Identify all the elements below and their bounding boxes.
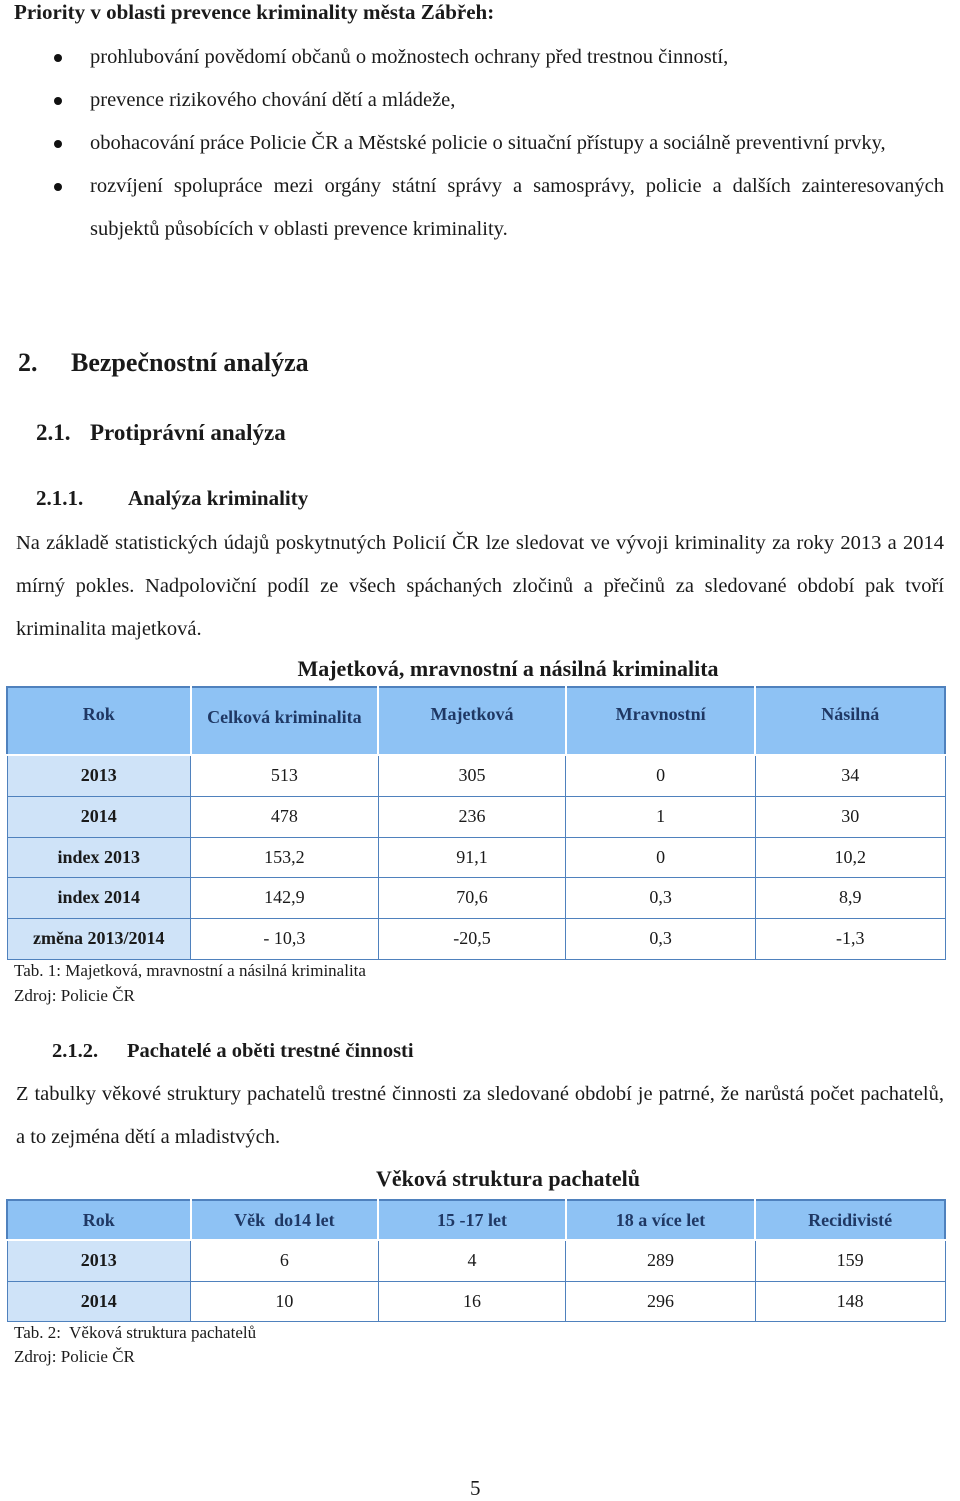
offenders-paragraph: Z tabulky věkové struktury pachatelů trestné činnosti za sledované období je patrné, že narůstá počet pachatelů, a to zejména dětí a mladistvých. bbox=[16, 1083, 944, 1148]
table-cell: 30 bbox=[755, 796, 945, 837]
row-header: 2014 bbox=[7, 1281, 191, 1321]
table1-source: Zdroj: Policie ČR bbox=[14, 986, 135, 1005]
table-cell: 305 bbox=[378, 755, 566, 796]
table-cell: 159 bbox=[755, 1240, 945, 1281]
table1-title: Majetková, mravnostní a násilná kriminalita bbox=[297, 656, 719, 681]
crime-table bbox=[6, 686, 946, 960]
section-title: Protiprávní analýza bbox=[90, 420, 286, 445]
section-number: 2. bbox=[18, 348, 38, 377]
table-header-row bbox=[7, 687, 945, 755]
column-header: 18 a více let bbox=[566, 1200, 756, 1240]
page-number: 5 bbox=[470, 1476, 481, 1500]
section-number: 2.1. bbox=[36, 420, 71, 445]
table2-title: Věková struktura pachatelů bbox=[375, 1166, 640, 1191]
priorities-heading: Priority v oblasti prevence kriminality města Zábřeh: bbox=[14, 0, 495, 24]
row-header: změna 2013/2014 bbox=[7, 918, 191, 959]
table-cell: 0 bbox=[566, 837, 756, 877]
list-item bbox=[0, 165, 960, 251]
column-header: Mravnostní bbox=[566, 687, 756, 755]
row-header: 2013 bbox=[7, 1240, 191, 1281]
list-item-text: rozvíjení spolupráce mezi orgány státní správy a samosprávy, policie a dalších zainteresovaných subjektů působících v oblasti prevence kriminality. bbox=[90, 175, 944, 240]
table-cell: 478 bbox=[191, 796, 379, 837]
list-item-text: prohlubování povědomí občanů o možnostech ochrany před trestnou činností, bbox=[90, 46, 729, 68]
table2-source: Zdroj: Policie ČR bbox=[14, 1347, 135, 1366]
column-header: Majetková bbox=[378, 687, 566, 755]
table-cell: -20,5 bbox=[378, 918, 566, 959]
row-header: 2014 bbox=[7, 796, 191, 837]
table-cell: 4 bbox=[378, 1240, 566, 1281]
table-row bbox=[7, 755, 945, 796]
table-cell: 142,9 bbox=[191, 877, 379, 918]
table-cell: 70,6 bbox=[378, 877, 566, 918]
table-cell: 34 bbox=[755, 755, 945, 796]
column-header: Rok bbox=[7, 1200, 191, 1240]
list-item-text: prevence rizikového chování dětí a mládeže, bbox=[90, 89, 456, 111]
table-cell: -1,3 bbox=[755, 918, 945, 959]
section-title: Bezpečnostní analýza bbox=[71, 348, 309, 377]
table-row bbox=[7, 837, 945, 877]
table-cell: 153,2 bbox=[191, 837, 379, 877]
priorities-list bbox=[0, 36, 960, 251]
row-header: 2013 bbox=[7, 755, 191, 796]
table-cell: 1 bbox=[566, 796, 756, 837]
section-heading-2-1-1 bbox=[36, 486, 308, 511]
offenders-table bbox=[6, 1199, 946, 1322]
table-cell: 236 bbox=[378, 796, 566, 837]
column-header: Rok bbox=[7, 687, 191, 755]
row-header: index 2013 bbox=[7, 837, 191, 877]
column-header: Věk do14 let bbox=[191, 1200, 379, 1240]
table-row bbox=[7, 1240, 945, 1281]
section-number: 2.1.2. bbox=[52, 1040, 99, 1062]
table-row bbox=[7, 877, 945, 918]
table-cell: 0 bbox=[566, 755, 756, 796]
section-heading-2 bbox=[18, 348, 309, 378]
table-row bbox=[7, 1281, 945, 1321]
bullet-icon bbox=[54, 54, 62, 62]
bullet-icon bbox=[54, 140, 62, 148]
list-item bbox=[0, 36, 960, 79]
column-header: Recidivisté bbox=[755, 1200, 945, 1240]
column-header: 15 -17 let bbox=[378, 1200, 566, 1240]
table-cell: 148 bbox=[755, 1281, 945, 1321]
section-title: Pachatelé a oběti trestné činnosti bbox=[127, 1040, 414, 1062]
table2-caption: Tab. 2: Věková struktura pachatelů bbox=[14, 1323, 257, 1342]
table-cell: 513 bbox=[191, 755, 379, 796]
section-number: 2.1.1. bbox=[36, 486, 84, 510]
table-row bbox=[7, 796, 945, 837]
table-cell: 8,9 bbox=[755, 877, 945, 918]
table-cell: 10,2 bbox=[755, 837, 945, 877]
table-cell: 0,3 bbox=[566, 918, 756, 959]
table-cell: - 10,3 bbox=[191, 918, 379, 959]
section-title: Analýza kriminality bbox=[128, 486, 309, 510]
table-cell: 6 bbox=[191, 1240, 379, 1281]
row-header: index 2014 bbox=[7, 877, 191, 918]
table-cell: 91,1 bbox=[378, 837, 566, 877]
column-header: Celková kriminalita bbox=[191, 687, 379, 755]
column-header: Násilná bbox=[755, 687, 945, 755]
table-cell: 289 bbox=[566, 1240, 756, 1281]
section-heading-2-1-2 bbox=[52, 1040, 414, 1063]
list-item bbox=[0, 122, 960, 165]
table1-caption: Tab. 1: Majetková, mravnostní a násilná kriminalita bbox=[14, 961, 366, 980]
bullet-icon bbox=[54, 183, 62, 191]
table-cell: 10 bbox=[191, 1281, 379, 1321]
table-row bbox=[7, 918, 945, 959]
bullet-icon bbox=[54, 97, 62, 105]
list-item-text: obohacování práce Policie ČR a Městské policie o situační přístupy a sociálně preventivní prvky, bbox=[90, 132, 886, 154]
table-header-row bbox=[7, 1200, 945, 1240]
table-cell: 0,3 bbox=[566, 877, 756, 918]
section-heading-2-1 bbox=[36, 420, 286, 446]
list-item bbox=[0, 79, 960, 122]
table-cell: 296 bbox=[566, 1281, 756, 1321]
table-cell: 16 bbox=[378, 1281, 566, 1321]
crime-analysis-paragraph: Na základě statistických údajů poskytnutých Policií ČR lze sledovat ve vývoji kriminality za roky 2013 a 2014 mírný pokles. Nadpoloviční podíl ze všech spáchaných zločinů a přečinů za sledované období pak tvoří kriminalita majetková. bbox=[16, 532, 944, 640]
